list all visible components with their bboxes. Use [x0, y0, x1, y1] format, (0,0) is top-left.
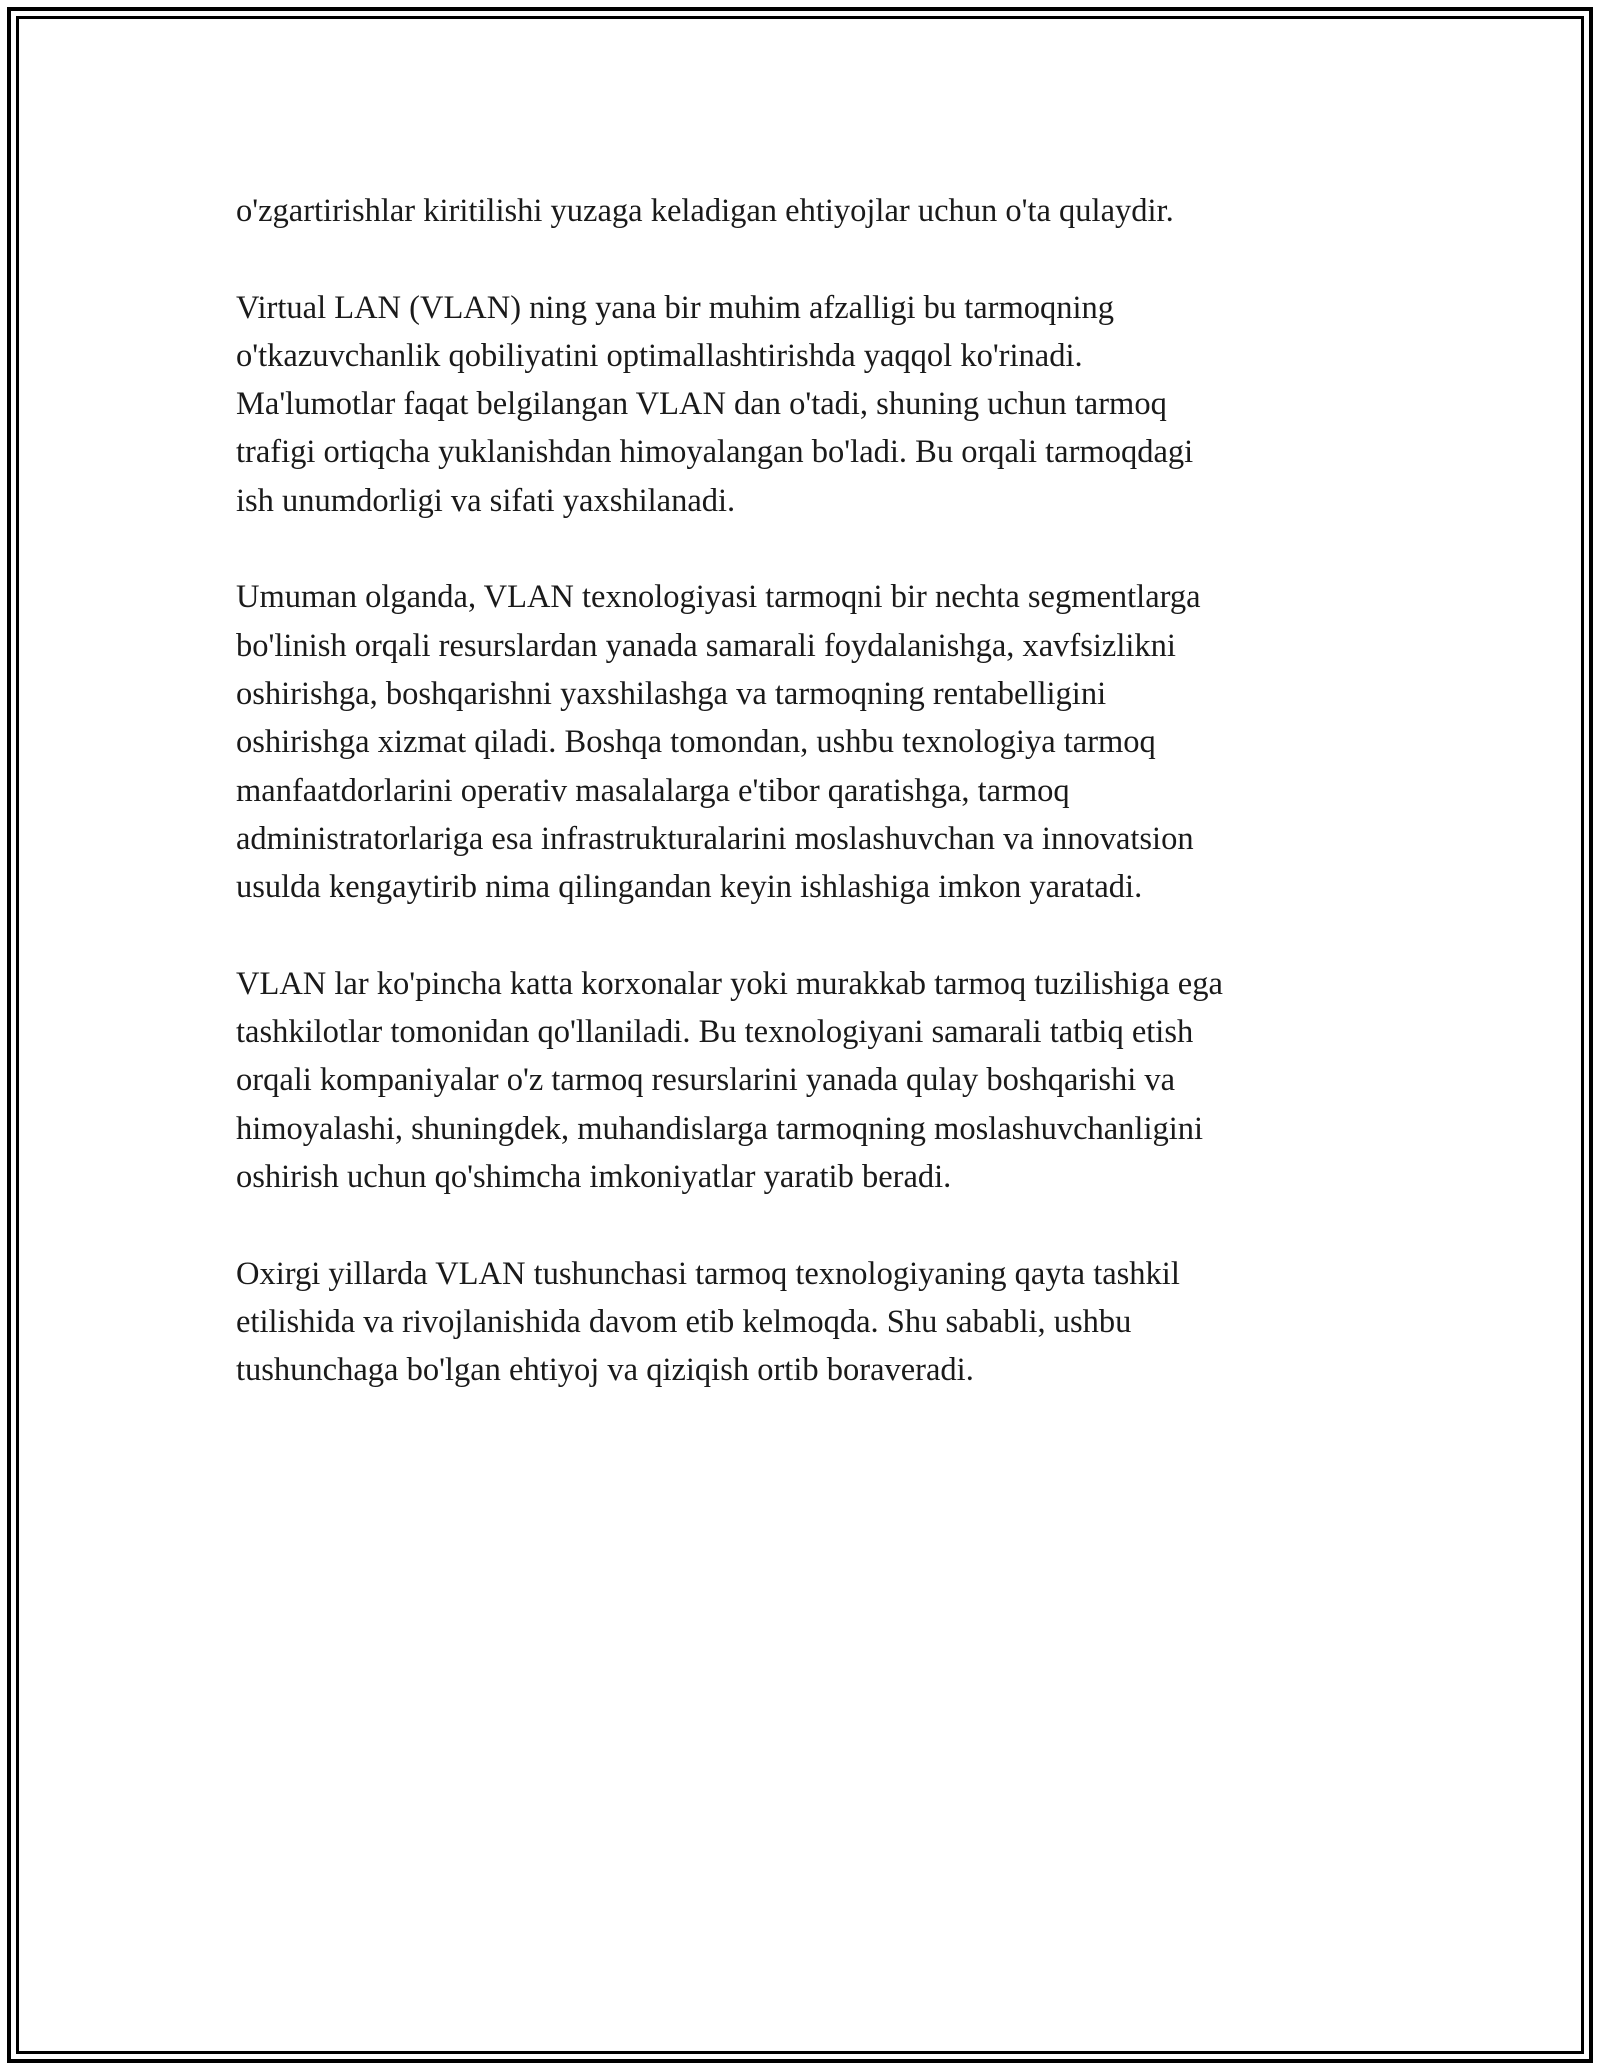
text-line: oshirishga, boshqarishni yaxshilashga va tarmoqning rentabelligini	[236, 675, 1107, 712]
text-line: Oxirgi yillarda VLAN tushunchasi tarmoq texnologiyaning qayta tashkil	[236, 1255, 1180, 1292]
text-line: tushunchaga bo'lgan ehtiyoj va qiziqish ortib boraveradi.	[236, 1352, 974, 1389]
text-line: trafigi ortiqcha yuklanishdan himoyalangan bo'ladi. Bu orqali tarmoqdagi	[236, 434, 1194, 471]
text-line: tashkilotlar tomonidan qo'llaniladi. Bu texnologiyani samarali tatbiq etish	[236, 1014, 1194, 1051]
paragraph-4	[236, 960, 1366, 1201]
text-line: himoyalashi, shuningdek, muhandislarga tarmoqning moslashuvchanligini	[236, 1110, 1204, 1147]
paragraph-5	[236, 1250, 1366, 1395]
text-line: Ma'lumotlar faqat belgilangan VLAN dan o'tadi, shuning uchun tarmoq	[236, 386, 1167, 423]
paragraph-2	[236, 284, 1366, 525]
text-line: manfaatdorlarini operativ masalalarga e'tibor qaratishga, tarmoq	[236, 772, 1070, 809]
text-line: o'tkazuvchanlik qobiliyatini optimallashtirishda yaqqol ko'rinadi.	[236, 337, 1083, 374]
document-body	[236, 187, 1366, 1443]
text-line: o'zgartirishlar kiritilishi yuzaga keladigan ehtiyojlar uchun o'ta qulaydir.	[236, 193, 1174, 229]
text-line: oshirish uchun qo'shimcha imkoniyatlar yaratib beradi.	[236, 1158, 952, 1195]
text-line: ish unumdorligi va sifati yaxshilanadi.	[236, 482, 736, 519]
text-line: oshirishga xizmat qiladi. Boshqa tomondan, ushbu texnologiya tarmoq	[236, 724, 1156, 761]
paragraph-1	[236, 187, 1366, 235]
text-line: etilishida va rivojlanishida davom etib kelmoqda. Shu sababli, ushbu	[236, 1303, 1132, 1340]
text-line: orqali kompaniyalar o'z tarmoq resurslarini yanada qulay boshqarishi va	[236, 1062, 1176, 1099]
paragraph-3	[236, 573, 1366, 911]
text-line: VLAN lar ko'pincha katta korxonalar yoki murakkab tarmoq tuzilishiga ega	[236, 965, 1223, 1002]
text-line: Umuman olganda, VLAN texnologiyasi tarmoqni bir nechta segmentlarga	[236, 579, 1201, 616]
text-line: usulda kengaytirib nima qilingandan keyin ishlashiga imkon yaratadi.	[236, 869, 1143, 906]
text-line: bo'linish orqali resurslardan yanada samarali foydalanishga, xavfsizlikni	[236, 627, 1176, 664]
text-line: administratorlariga esa infrastrukturalarini moslashuvchan va innovatsion	[236, 820, 1194, 857]
text-line: Virtual LAN (VLAN) ning yana bir muhim afzalligi bu tarmoqning	[236, 289, 1115, 326]
